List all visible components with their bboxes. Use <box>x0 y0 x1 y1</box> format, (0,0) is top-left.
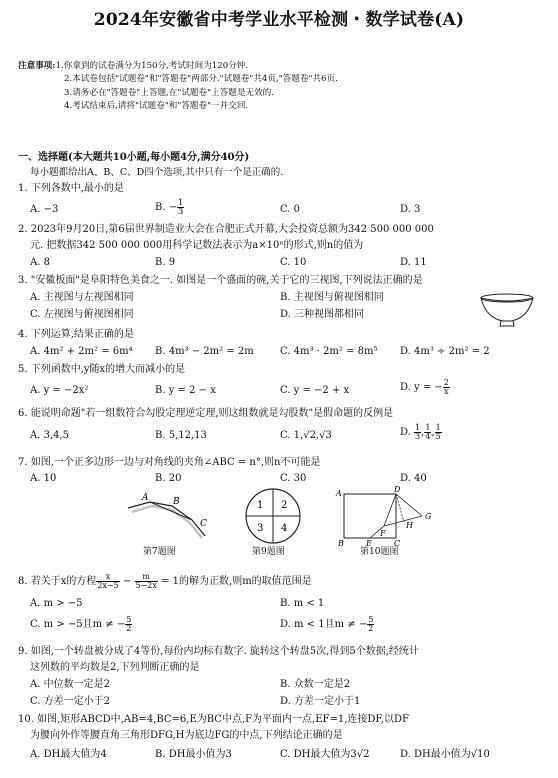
q5-d-num: 2 <box>443 378 449 387</box>
q7-option-d: D. 40 <box>400 473 427 484</box>
q6-d-frac-2 <box>424 424 431 441</box>
q2-option-c: C. 10 <box>280 257 307 268</box>
q5-d-fraction <box>443 379 450 396</box>
fig10-label-d: D <box>394 486 401 494</box>
q8-f1-num: x <box>96 573 119 582</box>
fig9-sector-2: 2 <box>281 500 288 511</box>
q8-c-num: 5 <box>126 615 132 624</box>
q6-d-frac-1 <box>414 424 421 441</box>
q4-option-b: B. 4m³ − 2m² = 2m <box>155 346 254 357</box>
figure-7 <box>120 490 230 545</box>
notice-row-4 <box>18 100 538 113</box>
notice-item-3: 3.请务必在"答题卷"上答题,在"试题卷"上答题是无效的. <box>64 87 274 98</box>
notice-row-3 <box>18 87 538 100</box>
q8-d-num: 5 <box>368 615 374 624</box>
q8-stem-pre: 8. 若关于x的方程 <box>18 576 97 587</box>
q8-d-den: 2 <box>368 624 374 633</box>
fig9-caption: 第9题图 <box>252 547 285 557</box>
q3-stem: 3. "安徽板面"是阜阳特色美食之一. 如图是一个盛面的碗,关于它的三视图,下列说法正确的是 <box>18 275 423 286</box>
q6-option-b: B. 5,12,13 <box>155 430 207 441</box>
notice-item-4: 4.考试结束后,请将"试题卷"和"答题卷"一并交回. <box>64 100 249 111</box>
fig10-label-a: A <box>336 489 342 498</box>
q10-option-d: D. DH最小值为√10 <box>400 749 490 760</box>
q8-c-prefix: C. m > −5且m ≠ − <box>30 619 126 630</box>
q9-option-a: A. 中位数一定是2 <box>30 679 110 690</box>
fig10-label-h: H <box>406 521 413 530</box>
q10-line2: 为腰向外作等腰直角三角形DFG,H为底边FG的中点,下列结论正确的是 <box>30 730 343 741</box>
q10-option-b: B. DH最小值为3 <box>155 749 232 760</box>
bowl-figure <box>478 292 536 330</box>
notice-block <box>18 60 538 113</box>
q1-b-num: 1 <box>178 198 184 207</box>
notice-item-1: 1.你拿到的试卷满分为150分,考试时间为120分钟. <box>55 61 249 71</box>
fig9-sector-1: 1 <box>257 500 264 511</box>
q1-stem: 1. 下列各数中,最小的是 <box>18 183 124 194</box>
q9-line2: 这列数的平均数是2,下列判断正确的是 <box>30 662 200 673</box>
q9-option-d: D. 方差一定小于1 <box>280 696 361 707</box>
notice-item-2: 2.本试卷包括"试题卷"和"答题卷"两部分."试题卷"共4页,"答题卷"共6页. <box>64 74 338 85</box>
q7-option-b: B. 20 <box>155 473 182 484</box>
notice-row-2 <box>18 73 538 86</box>
q10-option-c: C. DH最大值为3√2 <box>280 749 370 760</box>
q5-option-a: A. y = −2x² <box>30 385 89 396</box>
q9-option-c: C. 方差一定小于2 <box>30 696 111 707</box>
q8-fraction-1 <box>96 573 119 590</box>
q10-option-a: A. DH最大值为4 <box>30 749 107 760</box>
fig7-label-c: C <box>200 519 207 529</box>
q8-d-fraction <box>367 616 374 633</box>
q1-option-b <box>155 199 184 216</box>
q2-line2: 元. 把数据342 500 000 000用科学记数法表示为a×10ⁿ的形式,则n的值为 <box>30 240 364 251</box>
fig10-label-e: E <box>366 539 372 548</box>
q9-line1: 9. 如图,一个转盘被分成了4等份,每份内均标有数字. 旋转这个转盘5次,得到5个数据,经统计 <box>18 646 419 657</box>
q8-option-b: B. m < 1 <box>280 598 325 609</box>
section1-instruction: 每小题都给出A、B、C、D四个选项,其中只有一个是正确的. <box>30 167 284 178</box>
q7-option-c: C. 30 <box>280 473 307 484</box>
q5-option-c: C. y = −2 + x <box>280 385 350 396</box>
q3-option-a: A. 主视图与左视图相同 <box>30 292 134 303</box>
q1-option-a: A. −3 <box>30 204 59 215</box>
q2-line1: 2. 2023年9月20日,第6届世界制造业大会在合肥正式开幕,大会投资总额为342 500 000 000 <box>18 224 434 235</box>
figure-10 <box>330 486 440 548</box>
q6-d-f2-num: 1 <box>425 423 431 432</box>
q6-option-a: A. 3,4,5 <box>30 430 70 441</box>
q2-option-b: B. 9 <box>155 257 176 268</box>
fig9-sector-4: 4 <box>281 523 288 534</box>
q6-d-f2-den: 4 <box>425 432 431 441</box>
q5-d-prefix: D. y = − <box>400 382 443 393</box>
q8-f1-den: 2x−5 <box>97 581 119 590</box>
q10-line1: 10. 如图,矩形ABCD中,AB=4,BC=6,E为BC中点,F为平面内一点,EF=1,连接DF,以DF <box>18 714 409 725</box>
q8-option-c <box>30 616 132 633</box>
q6-option-d: D. $\frac{1}{3}$ , $\frac{1}{4}$ , $\frac{1}{5}$ <box>400 423 441 441</box>
q4-option-a: A. 4m² + 2m² = 6m⁴ <box>30 346 133 357</box>
q1-option-d: D. 3 <box>400 204 421 215</box>
fig9-sector-3: 3 <box>257 523 264 534</box>
q8-option-d <box>280 616 374 633</box>
q6-d-f1-num: 1 <box>415 423 421 432</box>
q4-option-d: D. 4m³ ÷ 2m² = 2 <box>400 346 490 357</box>
q2-option-a: A. 8 <box>30 257 50 268</box>
q7-option-a: A. 10 <box>30 473 57 484</box>
notice-row-1 <box>18 60 538 73</box>
q8-option-a: A. m > −5 <box>30 598 83 609</box>
q4-option-c: C. 4m³ · 2m² = 8m⁵ <box>280 346 378 357</box>
q8-stem <box>18 573 312 590</box>
q6-d-prefix: D. <box>400 427 415 438</box>
q5-stem: 5. 下列函数中,y随x的增大而减小的是 <box>18 364 186 375</box>
q6-stem: 6. 能说明命题"若一组数符合勾股定理逆定理,则这组数就是勾股数"是假命题的反例是 <box>18 408 394 419</box>
q3-option-d: D. 三种视图都相同 <box>280 309 365 320</box>
q5-option-b: B. y = 2 − x <box>155 385 216 396</box>
q8-fraction-2 <box>135 573 158 590</box>
q2-option-d: D. 11 <box>400 257 427 268</box>
q5-option-d <box>400 379 450 396</box>
figure-9-spinner <box>243 486 303 546</box>
q6-d-f1-den: 3 <box>415 432 421 441</box>
q6-d-frac-3 <box>435 424 442 441</box>
fig10-caption: 第10题图 <box>360 547 399 557</box>
q6-option-c: C. 1,√2,√3 <box>280 430 332 441</box>
notice-label: 注意事项: <box>18 61 56 71</box>
q8-f2-den: 5−2x <box>135 581 157 590</box>
q1-b-den: 3 <box>178 207 184 216</box>
q4-stem: 4. 下列运算,结果正确的是 <box>18 329 134 340</box>
q6-d-f3-num: 1 <box>435 423 441 432</box>
q7-stem: 7. 如图,一个正多边形一边与对角线的夹角∠ABC = n°,则n不可能是 <box>18 457 321 468</box>
q5-d-den: x <box>444 387 449 396</box>
fig10-label-g: G <box>425 512 432 521</box>
q1-option-b-fraction <box>177 199 184 216</box>
q1-option-b-prefix: B. − <box>155 202 178 213</box>
fig7-caption: 第7题图 <box>143 547 176 557</box>
q3-option-c: C. 左视图与俯视图相同 <box>30 309 134 320</box>
fig10-label-b: B <box>338 539 344 548</box>
section1-heading: 一、选择题(本大题共10小题,每小题4分,满分40分) <box>18 152 250 163</box>
q8-c-den: 2 <box>126 624 132 633</box>
fig7-label-b: B <box>173 497 180 507</box>
fig10-label-f: F <box>380 529 386 538</box>
q8-stem-post: = 1的解为正数,则m的取值范围是 <box>157 576 312 587</box>
q8-f2-num: m <box>135 573 158 582</box>
q6-d-f3-den: 5 <box>435 432 441 441</box>
q1-option-c: C. 0 <box>280 204 301 215</box>
q8-minus: − <box>119 576 135 587</box>
fig10-label-c: C <box>394 539 401 548</box>
q3-option-b: B. 主视图与俯视图相同 <box>280 292 384 303</box>
q9-option-b: B. 众数一定是2 <box>280 679 351 690</box>
fig7-label-a: A <box>142 493 149 503</box>
q8-d-prefix: D. m < 1且m ≠ − <box>280 619 368 630</box>
exam-title: 2024年安徽省中考学业水平检测・数学试卷(A) <box>93 10 465 30</box>
q8-c-fraction <box>125 616 132 633</box>
